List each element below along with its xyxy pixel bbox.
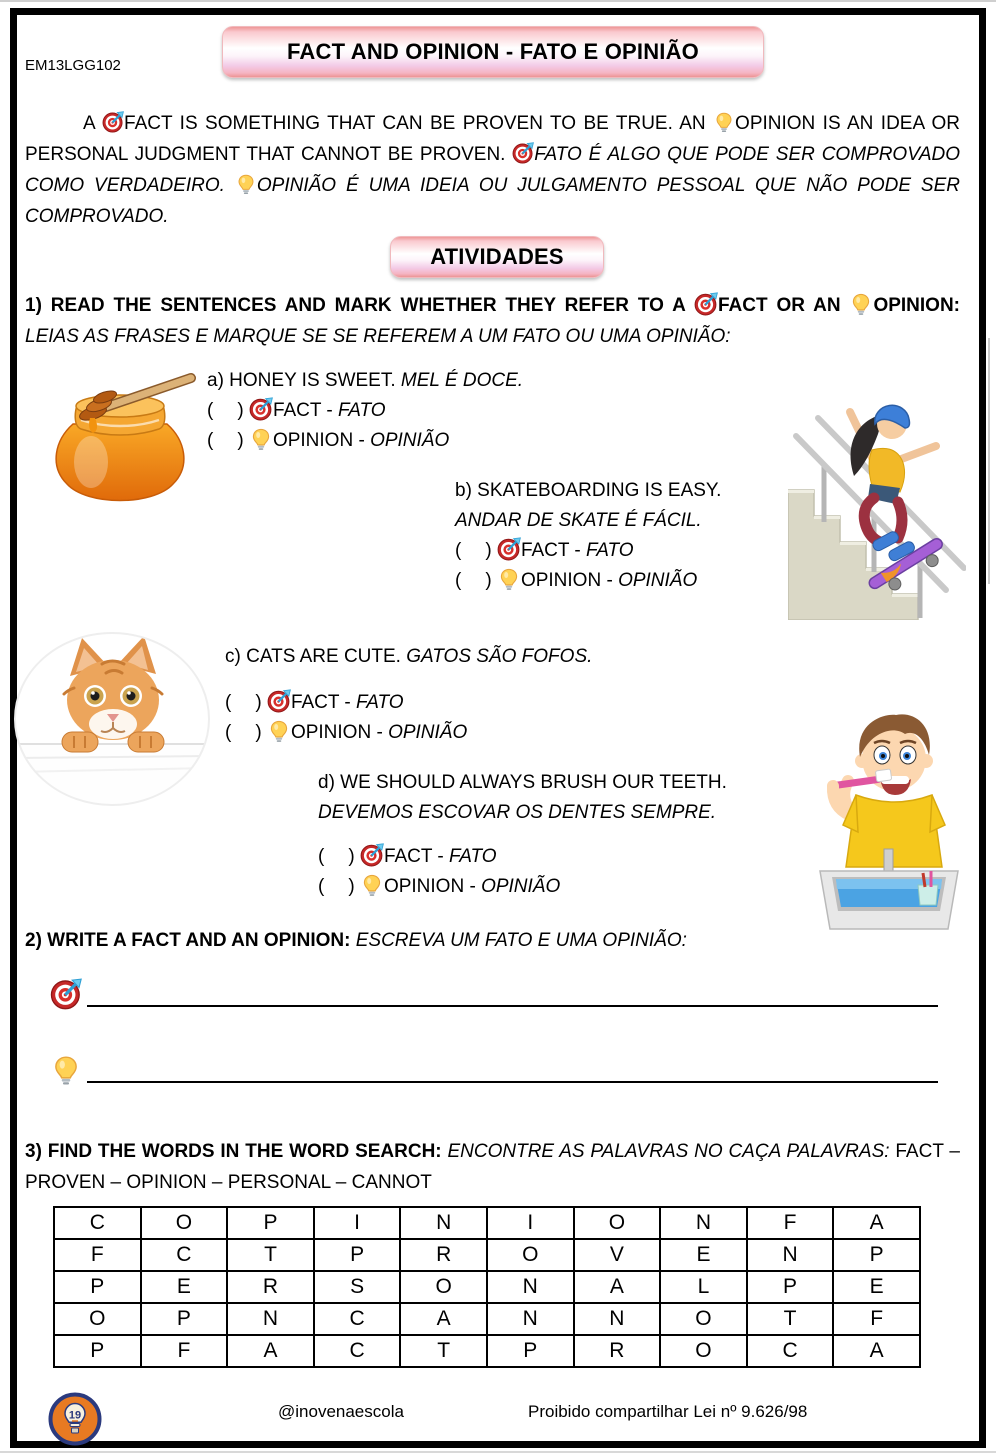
social-handle: @inovenaescola (278, 1402, 404, 1421)
target-icon (102, 111, 124, 133)
boy-brushing-teeth-image (810, 703, 968, 933)
wordsearch-cell[interactable]: N (660, 1207, 747, 1239)
wordsearch-row (54, 1335, 920, 1367)
exercise1-item-d (318, 768, 727, 902)
answer-parens[interactable]: ( ) (207, 430, 244, 451)
page-title: FACT AND OPINION - FATO E OPINIÃO (287, 39, 699, 64)
wordsearch-cell[interactable]: F (141, 1335, 228, 1367)
exercise2-heading (25, 930, 687, 952)
wordsearch-cell[interactable]: E (141, 1271, 228, 1303)
lightbulb-icon (235, 173, 257, 195)
item-sentence (207, 366, 523, 396)
opinion-option-row (207, 426, 523, 456)
activities-banner-label: ATIVIDADES (430, 244, 564, 269)
sentence-pt: GATOS SÃO FOFOS. (406, 646, 593, 667)
bottom-edge-line (0, 1451, 996, 1453)
lightbulb-icon (249, 427, 273, 451)
wordsearch-row (54, 1303, 920, 1335)
opinion-answer-rule[interactable] (87, 1081, 938, 1083)
top-edge-line (0, 0, 996, 2)
target-icon (360, 843, 384, 867)
answer-parens[interactable]: ( ) (207, 400, 244, 421)
lightbulb-icon (849, 292, 873, 316)
wordsearch-cell[interactable]: S (314, 1271, 401, 1303)
exercise2-heading-pt: ESCREVA UM FATO E UMA OPINIÃO: (355, 930, 687, 951)
wordsearch-cell[interactable]: O (660, 1303, 747, 1335)
wordsearch-row (54, 1207, 920, 1239)
wordsearch-cell[interactable]: C (141, 1239, 228, 1271)
wordsearch-cell[interactable]: P (487, 1335, 574, 1367)
opinion-option-row (318, 872, 727, 902)
fact-option-label-pt: FATO (356, 692, 404, 713)
lightbulb-icon (267, 719, 291, 743)
fact-option-label: FACT - (272, 400, 339, 421)
target-icon (267, 689, 291, 713)
opinion-option-row (455, 566, 721, 596)
wordsearch-cell[interactable]: P (141, 1303, 228, 1335)
wordsearch-cell[interactable]: N (747, 1239, 834, 1271)
intro-paragraph (25, 108, 960, 232)
lightbulb-icon (497, 567, 521, 591)
wordsearch-cell[interactable]: L (660, 1271, 747, 1303)
wordsearch-cell[interactable]: I (487, 1207, 574, 1239)
exercise1-item-a (207, 366, 523, 456)
answer-parens[interactable]: ( ) (318, 876, 355, 897)
wordsearch-cell[interactable]: N (400, 1207, 487, 1239)
answer-parens[interactable]: ( ) (225, 692, 262, 713)
sentence-en: d) WE SHOULD ALWAYS BRUSH OUR TEETH. (318, 772, 727, 793)
exercise1-item-b (455, 476, 721, 596)
intro-text: A (83, 113, 103, 134)
wordsearch-cell[interactable]: P (54, 1271, 141, 1303)
skateboarder-image (788, 372, 966, 620)
exercise1-heading-en: 1) READ THE SENTENCES AND MARK WHETHER THEY REFER TO A (25, 295, 694, 316)
sentence-pt: ANDAR DE SKATE É FÁCIL. (455, 510, 702, 531)
fact-option-row (207, 396, 523, 426)
wordsearch-cell[interactable]: F (54, 1239, 141, 1271)
wordsearch-cell[interactable]: P (54, 1335, 141, 1367)
opinion-option-label: OPINION - (272, 430, 371, 451)
wordsearch-cell[interactable]: I (314, 1207, 401, 1239)
target-icon (694, 292, 718, 316)
answer-parens[interactable]: ( ) (318, 846, 355, 867)
opinion-option-label-pt: OPINIÃO (618, 570, 698, 591)
answer-parens[interactable]: ( ) (225, 722, 262, 743)
intro-text-pt: FATO É ALGO QUE PODE SER COMPROVADO COMO VERDADEIRO. (25, 144, 961, 196)
exercise3-word-list: FACT – PROVEN – OPINION – PERSONAL – CANNOT (25, 1141, 960, 1193)
item-sentence (318, 768, 727, 798)
opinion-option-label: OPINION - (520, 570, 619, 591)
wordsearch-cell[interactable]: F (747, 1207, 834, 1239)
fact-option-label: FACT - (520, 540, 587, 561)
wordsearch-cell[interactable]: O (574, 1207, 661, 1239)
exercise3-heading-pt: ENCONTRE AS PALAVRAS NO CAÇA PALAVRAS: (447, 1141, 896, 1162)
item-sentence (318, 798, 727, 828)
wordsearch-row (54, 1271, 920, 1303)
wordsearch-cell[interactable]: A (574, 1271, 661, 1303)
wordsearch-cell[interactable]: C (314, 1335, 401, 1367)
answer-parens[interactable]: ( ) (455, 570, 492, 591)
wordsearch-cell[interactable]: O (660, 1335, 747, 1367)
wordsearch-cell[interactable]: V (574, 1239, 661, 1271)
wordsearch-cell[interactable]: O (54, 1303, 141, 1335)
wordsearch-cell[interactable]: E (833, 1271, 920, 1303)
wordsearch-cell[interactable]: A (833, 1335, 920, 1367)
wordsearch-cell[interactable]: A (400, 1303, 487, 1335)
lightbulb-icon (50, 1054, 82, 1086)
fact-option-label: FACT - (383, 846, 450, 867)
opinion-option-label: OPINION - (290, 722, 389, 743)
exercise1-item-c (225, 642, 592, 748)
word-search-grid (53, 1206, 921, 1368)
wordsearch-cell[interactable]: R (227, 1271, 314, 1303)
wordsearch-row (54, 1239, 920, 1271)
opinion-option-label: OPINION - (383, 876, 482, 897)
intro-text: FACT IS SOMETHING THAT CAN BE PROVEN TO BE TRUE. AN (124, 113, 714, 134)
exercise1-heading (25, 290, 960, 352)
fact-write-line[interactable] (50, 972, 938, 1010)
wordsearch-cell[interactable]: P (314, 1239, 401, 1271)
target-icon (497, 537, 521, 561)
wordsearch-cell[interactable]: R (574, 1335, 661, 1367)
exercise1-heading-pt: LEIAS AS FRASES E MARQUE SE SE REFEREM A UM FATO OU UMA OPINIÃO: (25, 326, 731, 347)
wordsearch-cell[interactable]: N (487, 1271, 574, 1303)
cat-image (14, 632, 210, 806)
wordsearch-cell[interactable]: E (660, 1239, 747, 1271)
fact-option-label-pt: FATO (338, 400, 386, 421)
intro-text: OPINION IS AN IDEA OR PERSONAL JUDGMENT THAT CANNOT BE PROVEN. (25, 113, 961, 165)
lightbulb-icon (713, 111, 735, 133)
copyright-law-notice: Proibido compartilhar Lei nº 9.626/98 (528, 1402, 808, 1421)
wordsearch-cell[interactable]: N (574, 1303, 661, 1335)
activities-banner (390, 236, 604, 278)
sentence-pt: DEVEMOS ESCOVAR OS DENTES SEMPRE. (318, 802, 717, 823)
wordsearch-cell[interactable]: P (833, 1239, 920, 1271)
fact-option-row (225, 688, 592, 718)
item-sentence (455, 506, 721, 536)
opinion-write-line[interactable] (50, 1048, 938, 1086)
wordsearch-cell[interactable]: A (833, 1207, 920, 1239)
wordsearch-cell[interactable]: T (400, 1335, 487, 1367)
fact-option-label: FACT - (290, 692, 357, 713)
item-sentence (225, 642, 592, 672)
wordsearch-cell[interactable]: A (227, 1335, 314, 1367)
wordsearch-cell[interactable]: N (487, 1303, 574, 1335)
wordsearch-cell[interactable]: O (400, 1271, 487, 1303)
fact-option-row (318, 842, 727, 872)
fact-answer-rule[interactable] (87, 1005, 938, 1007)
wordsearch-cell[interactable]: T (227, 1239, 314, 1271)
wordsearch-cell[interactable]: R (400, 1239, 487, 1271)
wordsearch-cell[interactable]: C (54, 1207, 141, 1239)
wordsearch-cell[interactable]: T (747, 1303, 834, 1335)
exercise3-heading (25, 1136, 960, 1198)
school-logo (48, 1392, 102, 1446)
opinion-option-label-pt: OPINIÃO (388, 722, 468, 743)
fact-option-row (455, 536, 721, 566)
logo-number: 19 (68, 1409, 82, 1422)
exercise2-heading-en: 2) WRITE A FACT AND AN OPINION: (25, 930, 356, 951)
sentence-en: b) SKATEBOARDING IS EASY. (455, 480, 722, 501)
wordsearch-cell[interactable]: C (747, 1335, 834, 1367)
target-icon (249, 397, 273, 421)
answer-parens[interactable]: ( ) (455, 540, 492, 561)
exercise3-heading-en: 3) FIND THE WORDS IN THE WORD SEARCH: (25, 1141, 448, 1162)
exercise1-heading-en: OPINION: (873, 295, 960, 316)
sentence-en: c) CATS ARE CUTE. (225, 646, 401, 667)
sentence-pt: MEL É DOCE. (400, 370, 524, 391)
wordsearch-cell[interactable]: O (487, 1239, 574, 1271)
wordsearch-cell[interactable]: N (227, 1303, 314, 1335)
wordsearch-cell[interactable]: P (747, 1271, 834, 1303)
target-icon (50, 978, 82, 1010)
opinion-option-label-pt: OPINIÃO (370, 430, 450, 451)
wordsearch-cell[interactable]: P (227, 1207, 314, 1239)
curriculum-code: EM13LGG102 (25, 57, 121, 74)
item-sentence (455, 476, 721, 506)
wordsearch-cell[interactable]: O (141, 1207, 228, 1239)
right-edge-line (988, 338, 990, 584)
target-icon (512, 142, 534, 164)
worksheet-title-banner (222, 26, 764, 78)
fact-option-label-pt: FATO (586, 540, 634, 561)
opinion-option-label-pt: OPINIÃO (481, 876, 561, 897)
intro-text-pt: OPINIÃO É UMA IDEIA OU JULGAMENTO PESSOAL QUE NÃO PODE SER COMPROVADO. (25, 175, 961, 227)
opinion-option-row (225, 718, 592, 748)
fact-option-label-pt: FATO (449, 846, 497, 867)
wordsearch-cell[interactable]: F (833, 1303, 920, 1335)
honey-jar-image (35, 366, 205, 508)
lightbulb-icon (360, 873, 384, 897)
sentence-en: a) HONEY IS SWEET. (207, 370, 396, 391)
exercise1-heading-en: FACT OR AN (717, 295, 850, 316)
wordsearch-cell[interactable]: C (314, 1303, 401, 1335)
